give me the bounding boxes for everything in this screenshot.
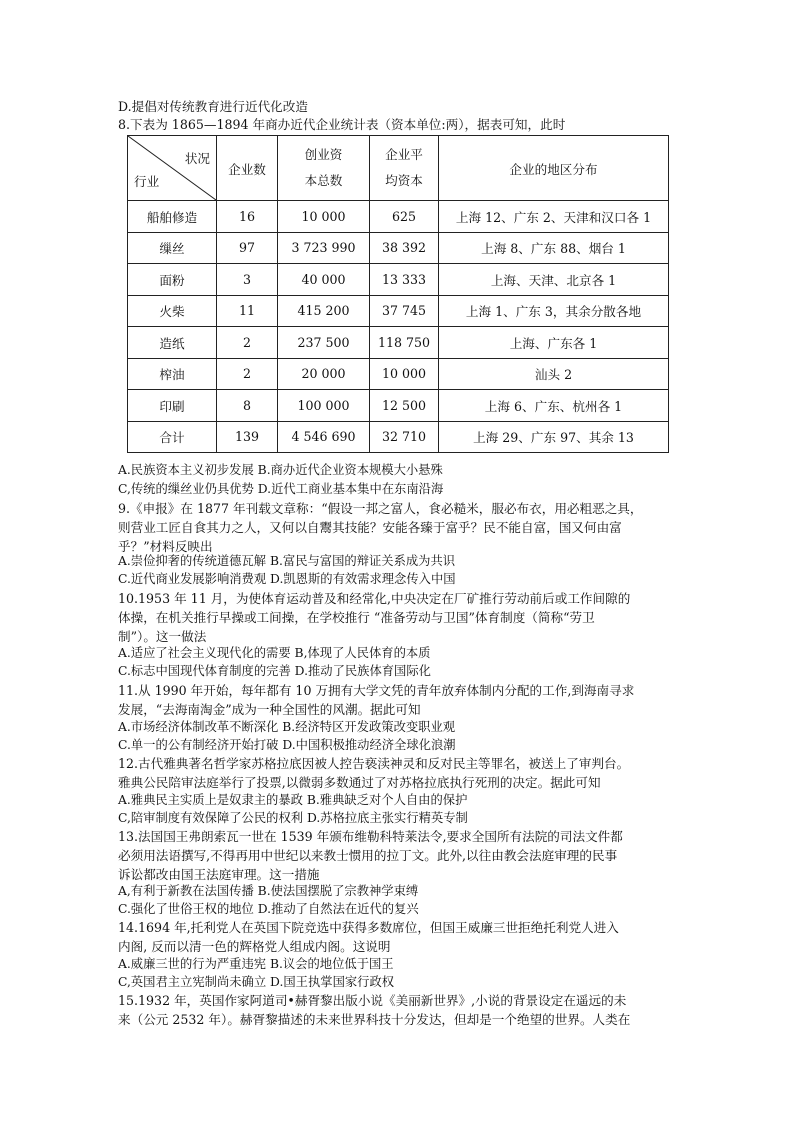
cell-region: 上海 6、广东、杭州各 1 <box>439 390 669 422</box>
q12-stem-line2: 雅典公民陪审法庭举行了投票,以微弱多数通过了对苏格拉底执行死刑的决定。据此可知 <box>118 775 601 790</box>
header-capital-line2: 本总数 <box>304 173 343 188</box>
cell-average: 10 000 <box>370 358 439 390</box>
cell-count: 2 <box>217 327 278 359</box>
cell-industry: 印刷 <box>128 390 217 422</box>
table-row <box>128 232 669 264</box>
q15-stem-line1: 15.1932 年，英国作家阿道司•赫胥黎出版小说《美丽新世界》,小说的背景设定在遥远的未 <box>118 993 627 1008</box>
cell-capital: 237 500 <box>278 327 370 359</box>
cell-region: 上海 12、广东 2、天津和汉口各 1 <box>439 201 669 233</box>
cell-average: 118 750 <box>370 327 439 359</box>
header-count: 企业数 <box>217 136 278 201</box>
cell-region: 上海、广东各 1 <box>439 327 669 359</box>
cell-count: 139 <box>217 421 278 453</box>
q7-option-d: D.提倡对传统教育进行近代化改造 <box>118 99 308 114</box>
q9-stem-line1: 9.《申报》在 1877 年刊载文章称：“假设一邦之富人，食必糙米，服必布衣，用必粗恶之具， <box>118 501 643 516</box>
cell-count: 2 <box>217 358 278 390</box>
cell-average: 12 500 <box>370 390 439 422</box>
q11-stem-line2: 发展，“去海南淘金”成为一种全国性的风潮。据此可知 <box>118 702 421 717</box>
q9-stem-line3: 乎？”材料反映出 <box>118 539 213 554</box>
q13-options-cd: C.强化了世俗王权的地位 D.推动了自然法在近代的复兴 <box>118 902 419 916</box>
q8-options-cd: C,传统的缫丝业仍具优势 D.近代工商业基本集中在东南沿海 <box>118 482 444 496</box>
cell-count: 97 <box>217 232 278 264</box>
cell-count: 11 <box>217 295 278 327</box>
q11-options-cd: C.单一的公有制经济开始打破 D.中国积极推动经济全球化浪潮 <box>118 738 456 752</box>
enterprise-statistics-table <box>127 135 669 453</box>
q10-stem-line3: 制”）。这一做法 <box>118 629 207 644</box>
q8-options-ab: A.民族资本主义初步发展 B.商办近代企业资本规模大小悬殊 <box>118 463 443 477</box>
table-row <box>128 295 669 327</box>
table-corner-cell <box>128 136 217 201</box>
cell-region: 上海 29、广东 97、其余 13 <box>439 421 669 453</box>
q9-stem-line2: 则营业工匠自食其力之人，又何以自鬻其技能？安能各臻于富乎？民不能自富，国又何由富 <box>118 520 622 535</box>
q9-options-ab: A.崇俭抑奢的传统道德瓦解 B.富民与富国的辩证关系成为共识 <box>118 554 456 568</box>
header-average <box>370 136 439 201</box>
table-row <box>128 327 669 359</box>
q13-stem-line2: 必须用法语撰写,不得再用中世纪以来教士惯用的拉丁文。此外,以往由教会法庭审理的民事 <box>118 848 618 863</box>
q15-stem-line2: 来（公元 2532 年）。赫胥黎描述的未来世界科技十分发达，但却是一个绝望的世界。人类在 <box>118 1012 631 1027</box>
table-total-row <box>128 421 669 453</box>
cell-industry: 榨油 <box>128 358 217 390</box>
header-average-line1: 企业平 <box>385 147 423 162</box>
q14-options-ab: A.威廉三世的行为严重违宪 B.议会的地位低于国王 <box>118 957 394 971</box>
cell-region: 汕头 2 <box>439 358 669 390</box>
q11-options-ab: A.市场经济体制改革不断深化 B.经济特区开发政策改变职业观 <box>118 720 456 734</box>
cell-industry: 造纸 <box>128 327 217 359</box>
header-capital-line1: 创业资 <box>304 147 343 162</box>
cell-industry: 面粉 <box>128 264 217 296</box>
table-row <box>128 358 669 390</box>
q12-stem-line1: 12.古代雅典著名哲学家苏格拉底因被人控告亵渎神灵和反对民主等罪名，被送上了审判台。 <box>118 756 630 771</box>
cell-region: 上海、天津、北京各 1 <box>439 264 669 296</box>
corner-label-status: 状况 <box>184 151 210 166</box>
cell-capital: 100 000 <box>278 390 370 422</box>
q10-options-cd: C.标志中国现代体育制度的完善 D.推动了民族体育国际化 <box>118 664 431 678</box>
cell-region: 上海 8、广东 88、烟台 1 <box>439 232 669 264</box>
q12-options-cd: C,陪审制度有效保障了公民的权利 D.苏格拉底主张实行精英专制 <box>118 811 468 825</box>
cell-capital: 10 000 <box>278 201 370 233</box>
table-header-row <box>128 136 669 201</box>
cell-average: 32 710 <box>370 421 439 453</box>
cell-capital: 3 723 990 <box>278 232 370 264</box>
q13-options-ab: A,有利于新教在法国传播 B.使法国摆脱了宗教神学束缚 <box>118 884 419 898</box>
q13-stem-line1: 13.法国国王弗朗索瓦一世在 1539 年颁布维勒科特莱法令,要求全国所有法院的司法文件都 <box>118 829 623 844</box>
cell-count: 8 <box>217 390 278 422</box>
cell-average: 37 745 <box>370 295 439 327</box>
cell-industry: 火柴 <box>128 295 217 327</box>
q14-stem-line2: 内阁, 反而以清一色的辉格党人组成内阁。这说明 <box>118 939 391 954</box>
cell-capital: 415 200 <box>278 295 370 327</box>
q12-options-ab: A.雅典民主实质上是奴隶主的暴政 B.雅典缺乏对个人自由的保护 <box>118 793 468 807</box>
table-row <box>128 201 669 233</box>
cell-industry: 合计 <box>128 421 217 453</box>
table-row <box>128 390 669 422</box>
table-row <box>128 264 669 296</box>
cell-capital: 40 000 <box>278 264 370 296</box>
q10-options-ab: A.适应了社会主义现代化的需要 B,体现了人民体育的本质 <box>118 646 431 660</box>
q10-stem-line1: 10.1953 年 11 月，为使体育运动普及和经常化,中央决定在厂矿推行劳动前后或工作间隙的 <box>118 591 631 606</box>
cell-average: 625 <box>370 201 439 233</box>
cell-average: 38 392 <box>370 232 439 264</box>
cell-count: 16 <box>217 201 278 233</box>
cell-industry: 缫丝 <box>128 232 217 264</box>
cell-count: 3 <box>217 264 278 296</box>
header-capital <box>278 136 370 201</box>
q10-stem-line2: 体操，在机关推行早操或工间操，在学校推行 “准备劳动与卫国”体育制度（简称“劳卫 <box>118 610 595 625</box>
cell-region: 上海 1、广东 3，其余分散各地 <box>439 295 669 327</box>
q14-options-cd: C,英国君主立宪制尚未确立 D.国王执掌国家行政权 <box>118 975 395 989</box>
q8-stem: 8.下表为 1865—1894 年商办近代企业统计表（资本单位:两），据表可知，此时 <box>118 117 566 132</box>
header-average-line2: 均资本 <box>385 173 423 188</box>
corner-label-industry: 行业 <box>134 174 160 189</box>
q11-stem-line1: 11.从 1990 年开始，每年都有 10 万拥有大学文凭的青年放弃体制内分配的工作,到海南寻求 <box>118 683 635 698</box>
diagonal-line <box>128 136 216 200</box>
cell-industry: 船舶修造 <box>128 201 217 233</box>
q13-stem-line3: 诉讼都改由国王法庭审理。这一措施 <box>118 867 320 882</box>
cell-capital: 20 000 <box>278 358 370 390</box>
cell-capital: 4 546 690 <box>278 421 370 453</box>
cell-average: 13 333 <box>370 264 439 296</box>
q9-options-cd: C.近代商业发展影响消费观 D.凯恩斯的有效需求理念传入中国 <box>118 572 456 586</box>
q14-stem-line1: 14.1694 年,托利党人在英国下院竞选中获得多数席位，但国王威廉三世拒绝托利党人进入 <box>118 920 619 935</box>
header-region: 企业的地区分布 <box>439 136 669 201</box>
